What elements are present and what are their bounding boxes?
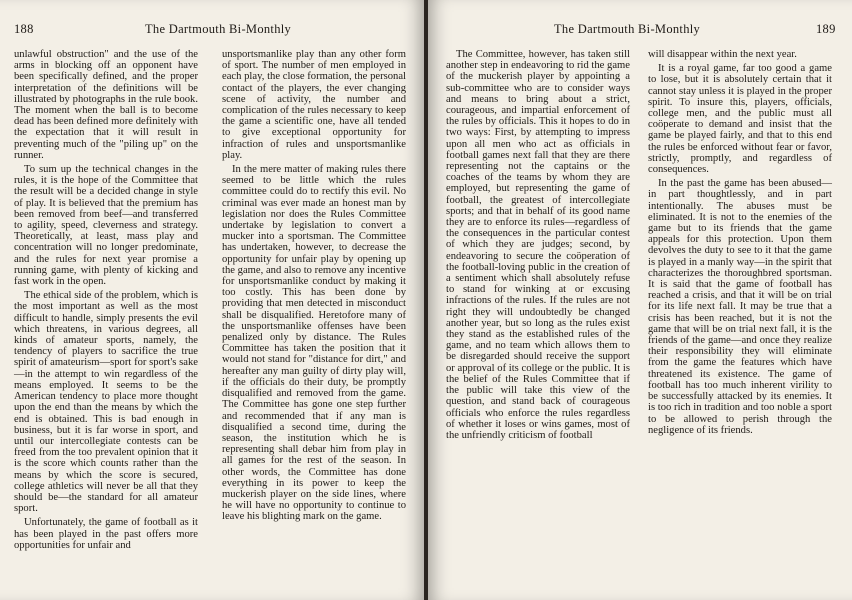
paragraph: To sum up the technical changes in the rules, it is the hope of the Committee that the result will be a decided change in style of play. It is believed that the premium has been removed from beef—and transferred to agility, speed, cleverness and strategy. Theoretically, at least, mass play and concentration will no longer predominate, and the rules for next year promise a running game, with plenty of kicking and fast work in the open. (14, 164, 198, 288)
left-column-2 (222, 49, 406, 523)
right-page (428, 0, 852, 600)
right-column-1 (446, 49, 630, 441)
right-running-head: The Dartmouth Bi-Monthly (554, 22, 701, 36)
paragraph: unlawful obstruction" and the use of the arms in blocking off an opponent have been specifically defined, and the proper interpretation of the definitions will be illustrated by photographs in the rule book. The moment when the ball is to become dead has been defined more definitely with the expectation that it will result in preventing much of the "piling up" on the runner. (14, 49, 198, 161)
paragraph: unsportsmanlike play than any other form of sport. The number of men employed in each play, the close formation, the personal contact of the players, the ever changing scene of activity, the number and complication of the rules necessary to keep the game a scientific one, have all tended to give exceptional opportunity for infraction of rules and unsportsmanlike play. (222, 49, 406, 161)
paragraph: It is a royal game, far too good a game to lose, but it is absolutely certain that it cannot stay unless it is played in the proper spirit. To insure this, players, officials, college men, and the public must all coöperate to demand and insist that the game be played fairly, and that to this end the rules be enforced without fear or favor, strictly, promptly, and regardless of consequences. (648, 63, 832, 176)
left-column-1 (14, 49, 198, 551)
paragraph: Unfortunately, the game of football as it has been played in the past offers more opportunities for unfair and (14, 517, 198, 551)
paragraph: will disappear within the next year. (648, 49, 797, 60)
left-page-number: 188 (14, 22, 34, 36)
left-page (0, 0, 424, 600)
paragraph: In the past the game has been abused—in part thoughtlessly, and in part intentionally. The abuses must be eliminated. It is not to the enemies of the game but to its friends that the game appeals for this protection. Upon them devolves the duty to see to it that the game is played in a manly way—in the spirit that characterizes the thoroughbred sportsman. It is said that the game of football has reached a crisis, and that it will be on trial for its life next fall. It may be true that a crisis has been reached, but it is not the game that will be on trial next fall, it is the friends of the game—and once they realize their responsibility they will eliminate from the game the features which have threatened its existence. The game of football has too much inherent virility to be successfully attacked by its enemies. It is too rich in tradition and too noble a sport to be allowed to perish through the negligence of its friends. (648, 178, 832, 436)
right-column-2 (648, 49, 832, 436)
paragraph: The Committee, however, has taken still another step in endeavoring to rid the game of the muckerish player by appointing a sub-committee who are to consider ways and means to bring about a strict, courageous, and impartial enforcement of the rules by officials. This it hopes to do in two ways: First, by attempting to impress upon all men who act as officials in football games next fall that they are there representing not the captains or the coaches of the teams by whom they are employed, but representing the game of football, the greatest of intercollegiate sports; and that in behalf of its good name they are to enforce its rules—regardless of the consequences in the particular contest of which they are judges; second, by endeavoring to secure the coöperation of the football-loving public in the creation of a sentiment which shall absolutely refuse to stand for winking at or excusing infractions of the rules. If the rules are not right they will undoubtedly be changed another year, but so long as the rules exist they stand as the established rules of the game, and no team which allows them to be disregarded should receive the support or approval of its college or the public. It is the belief of the Rules Committee that if the public will take this view of the question, and stand back of courageous officials who enforce the rules regardless of whether it loses or wins games, most of the unfriendly criticism of football (446, 49, 630, 441)
right-page-number: 189 (816, 22, 836, 36)
paragraph: In the mere matter of making rules there seemed to be little which the rules committee could do to rectify this evil. No criminal was ever made an honest man by legislation nor does the Rules Committee undertake by legislation to convert a mucker into a sportsman. The Committee has undertaken, however, to decrease the opportunity for unfair play by opening up the game, and also to remove any incentive for unsportsmanlike conduct by making it too costly. This has been done by providing that men detected in misconduct shall be disqualified. Heretofore many of the unsportsmanlike offenses have been penalized only by distance. The Rules Committee has taken the position that it would not stand for "distance for dirt," and hereafter any man guilty of dirty play will, if the officials do their duty, be promptly disqualified and removed from the game. The Committee has gone one step further and recommended that if any man is disqualified a second time, during the season, the institution which he is representing shall debar him from play in all games for the rest of the season. In other words, the Committee has done everything in its power to keep the muckerish player on the side lines, where he will have no opportunity to continue to leave his blighting mark on the game. (222, 164, 406, 523)
left-running-head: The Dartmouth Bi-Monthly (145, 22, 292, 36)
paragraph: The ethical side of the problem, which is the most important as well as the most difficult to handle, simply presents the evil which threatens, in various degrees, all kinds of amateur sports, namely, the tendency of players to sacrifice the true spirit of amateurism—sport for sport's sake—in the attempt to win regardless of the means employed. It seems to be the American tendency to place more thought upon the end than the means by which the end is obtained. This is bad enough in business, but it is far worse in sport, and until our intercollegiate contests can be freed from the too prevalent opinion that it is the score which counts rather than the means by which the score is secured, college athletics will never be all that they should be—the standard for all amateur sport. (14, 290, 198, 515)
